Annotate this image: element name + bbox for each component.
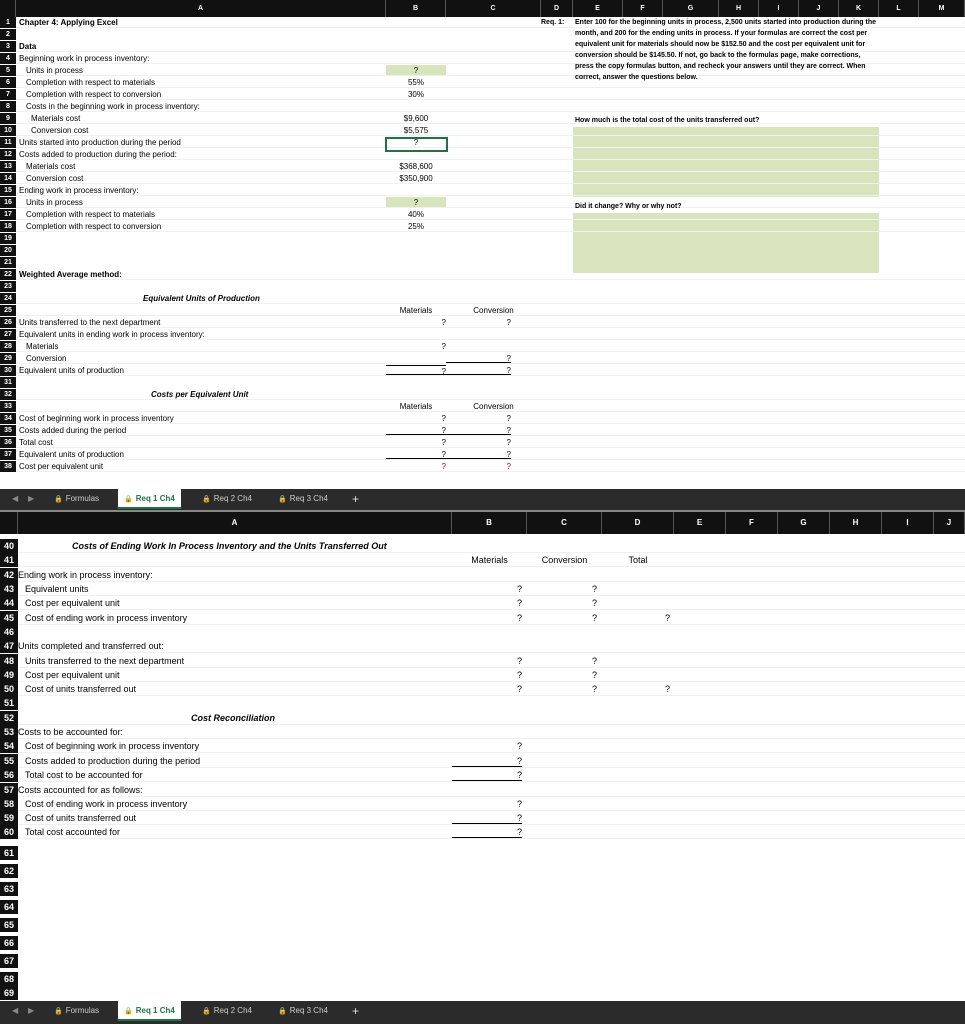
col-header-l[interactable]: L: [879, 0, 919, 17]
col-header-f[interactable]: F: [623, 0, 663, 17]
col-header-c[interactable]: C: [446, 0, 541, 17]
row-header[interactable]: 27: [0, 329, 16, 340]
row-48: [18, 654, 965, 668]
row-header[interactable]: 41: [0, 553, 18, 567]
row-33: [16, 401, 965, 412]
recon-total-accounted[interactable]: ?: [452, 825, 522, 838]
row-header[interactable]: 64: [0, 900, 18, 914]
row-header[interactable]: 56: [0, 768, 18, 782]
eq-prod-mat[interactable]: ?: [386, 365, 446, 375]
row-header[interactable]: 7: [0, 89, 16, 100]
units-transferred-conv[interactable]: ?: [506, 318, 511, 327]
tab-label: Req 3 Ch4: [289, 494, 328, 503]
row-40: [18, 539, 965, 553]
sheet-tab-bar-2: [0, 1001, 965, 1024]
cost-per-eu-mat[interactable]: ?: [441, 462, 446, 471]
row-30: [16, 365, 965, 376]
costs-beg-label: Costs in the beginning work in process inventory:: [26, 102, 200, 111]
row-header[interactable]: 24: [0, 293, 16, 304]
col-header-j[interactable]: J: [934, 512, 965, 534]
cost-transferred-conv[interactable]: ?: [591, 684, 597, 694]
cost-transferred-label-2: Cost of units transferred out: [25, 813, 137, 823]
row-header[interactable]: 37: [0, 449, 16, 460]
row-58: [18, 797, 965, 811]
mat-cost2-value[interactable]: $368,600: [399, 162, 433, 171]
col-header-j[interactable]: J: [799, 0, 839, 17]
tab-label: Req 3 Ch4: [289, 1006, 328, 1015]
col-header-e[interactable]: E: [573, 0, 623, 17]
row-11: [16, 137, 965, 148]
costs-added-conv[interactable]: ?: [446, 425, 511, 435]
row-header[interactable]: 54: [0, 739, 18, 753]
col-header-c[interactable]: C: [527, 512, 602, 534]
eq-end-mat[interactable]: ?: [441, 342, 446, 351]
materials-header: Materials: [399, 306, 433, 315]
row-header[interactable]: 23: [0, 281, 16, 292]
cost-end-wip-label-2: Cost of ending work in process inventory: [25, 799, 188, 809]
eq-prod-conv[interactable]: ?: [446, 365, 511, 375]
tab-label: Req 1 Ch4: [135, 494, 175, 503]
row-25: [16, 305, 965, 316]
col-header-f[interactable]: F: [726, 512, 778, 534]
tab-label: Req 2 Ch4: [213, 1006, 252, 1015]
mat-cost-label: Materials cost: [31, 114, 81, 123]
col-header-h[interactable]: H: [830, 512, 882, 534]
tab-formulas[interactable]: [48, 1001, 105, 1021]
cost-transferred-total[interactable]: ?: [664, 684, 670, 694]
row-header[interactable]: 29: [0, 353, 16, 364]
tab-req1[interactable]: [118, 489, 181, 509]
tab-label: Req 2 Ch4: [213, 494, 252, 503]
row-header[interactable]: 57: [0, 783, 18, 797]
row-32: [16, 389, 965, 400]
cost-beg-wip-label-2: Cost of beginning work in process inventory: [25, 741, 200, 751]
col-header-m[interactable]: M: [919, 0, 965, 17]
lock-icon: 🔒: [124, 496, 133, 503]
row-49: [18, 668, 965, 682]
cost-per-eu-mat-3[interactable]: ?: [516, 670, 522, 680]
select-all-corner-2[interactable]: [0, 512, 18, 534]
bottom-sheet-pane: [0, 512, 965, 1001]
eq-prod2-mat[interactable]: ?: [386, 449, 446, 459]
select-all-corner[interactable]: [0, 0, 16, 17]
col-header-b[interactable]: B: [386, 0, 446, 17]
row-22: [16, 269, 965, 280]
row-54: [18, 739, 965, 753]
row-28: [16, 341, 965, 352]
units-transferred-label: Units transferred to the next department: [19, 318, 161, 327]
total-accounted-label: Total cost accounted for: [25, 827, 121, 837]
cost-transferred-label: Cost of units transferred out: [25, 684, 137, 694]
cost-per-eu-conv-3[interactable]: ?: [591, 670, 597, 680]
row-header[interactable]: 63: [0, 882, 18, 896]
row-header[interactable]: 8: [0, 101, 16, 112]
row-header[interactable]: 58: [0, 797, 18, 811]
row-15: [16, 185, 965, 196]
cost-per-eu-conv[interactable]: ?: [506, 462, 511, 471]
row-header[interactable]: 15: [0, 185, 16, 196]
materials-row-label: Materials: [26, 342, 59, 351]
costs-added-label: Costs added to production during the period:: [19, 150, 177, 159]
units-started-input[interactable]: ?: [413, 138, 419, 147]
col-header-k[interactable]: K: [839, 0, 879, 17]
row-header[interactable]: 14: [0, 173, 16, 184]
col-header-d[interactable]: D: [602, 512, 674, 534]
cpe-title: Costs per Equivalent Unit: [151, 390, 249, 399]
row-header[interactable]: 66: [0, 936, 18, 950]
conversion-header: Conversion: [473, 306, 514, 315]
recon-total-to-account[interactable]: ?: [452, 768, 522, 781]
row-header[interactable]: 55: [0, 754, 18, 768]
row-header[interactable]: 36: [0, 437, 16, 448]
tab-formulas[interactable]: [48, 489, 105, 509]
row-header[interactable]: 52: [0, 711, 18, 725]
row-50: [18, 682, 965, 696]
prev-sheet-icon[interactable]: ◀: [12, 1006, 19, 1015]
row-header[interactable]: 45: [0, 611, 18, 625]
cost-end-wip-total[interactable]: ?: [664, 613, 670, 623]
row-header[interactable]: 32: [0, 389, 16, 400]
eq-units-title: Equivalent Units of Production: [143, 294, 260, 303]
lock-icon: 🔒: [54, 496, 63, 503]
cost-transferred-mat[interactable]: ?: [516, 684, 522, 694]
top-sheet-pane: [0, 0, 965, 489]
col-header-e[interactable]: E: [674, 512, 726, 534]
row-60: [18, 825, 965, 839]
tab-label: Formulas: [65, 1006, 100, 1015]
row-header[interactable]: 49: [0, 668, 18, 682]
mat-cost-value[interactable]: $9,600: [403, 114, 429, 123]
row-header[interactable]: 16: [0, 197, 16, 208]
lock-icon: 🔒: [202, 496, 211, 503]
row-header[interactable]: 28: [0, 341, 16, 352]
row-header[interactable]: 25: [0, 305, 16, 316]
col-header-h[interactable]: H: [719, 0, 759, 17]
row-header[interactable]: 62: [0, 864, 18, 878]
col-header-b[interactable]: B: [452, 512, 527, 534]
conv-cost2-label: Conversion cost: [26, 174, 84, 183]
next-sheet-icon[interactable]: ▶: [28, 494, 35, 503]
row-header[interactable]: 30: [0, 365, 16, 376]
units-in-process2-label: Units in process: [26, 198, 83, 207]
total-cost-conv[interactable]: ?: [506, 438, 511, 447]
row-header[interactable]: 10: [0, 125, 16, 136]
row-59: [18, 811, 965, 825]
row-header[interactable]: 68: [0, 972, 18, 986]
row-18: [16, 221, 965, 232]
total-cost-mat[interactable]: ?: [441, 438, 446, 447]
row-36: [16, 437, 965, 448]
cost-beg-wip-conv[interactable]: ?: [506, 414, 511, 423]
mat-cost2-label: Materials cost: [26, 162, 76, 171]
conv-cost-value[interactable]: $5,575: [403, 126, 429, 135]
row-10: [16, 125, 965, 136]
cost-end-wip-label: Cost of ending work in process inventory: [25, 613, 188, 623]
row-header[interactable]: 9: [0, 113, 16, 124]
col-header-g[interactable]: G: [663, 0, 719, 17]
row-14: [16, 173, 965, 184]
units-started-label: Units started into production during the period: [19, 138, 181, 147]
row-header[interactable]: 43: [0, 582, 18, 596]
total-cost-label: Total cost: [19, 438, 53, 447]
row-header[interactable]: 40: [0, 539, 18, 553]
prev-sheet-icon[interactable]: ◀: [12, 494, 19, 503]
materials-header-3: Materials: [471, 555, 508, 565]
row-37: [16, 449, 965, 460]
row-38: [16, 461, 965, 472]
costs-accounted-label: Costs accounted for as follows:: [18, 785, 143, 795]
question-2: Did it change? Why or why not?: [575, 203, 682, 210]
tab-req2[interactable]: [196, 489, 258, 509]
row-header[interactable]: 48: [0, 654, 18, 668]
row-header[interactable]: 12: [0, 149, 16, 160]
row-header[interactable]: 42: [0, 568, 18, 582]
cost-per-eu-label-2: Cost per equivalent unit: [25, 598, 120, 608]
comp-conv2-value[interactable]: 25%: [407, 222, 424, 231]
row-52: [18, 711, 965, 725]
eq-units-label: Equivalent units: [25, 584, 89, 594]
eq-units-end-label: Equivalent units in ending work in process inventory:: [19, 330, 205, 339]
row-header[interactable]: 4: [0, 53, 16, 64]
row-header[interactable]: 18: [0, 221, 16, 232]
row-47: [18, 639, 965, 653]
add-sheet-button[interactable]: +: [352, 1004, 360, 1018]
eq-units-prod2-label: Equivalent units of production: [19, 450, 124, 459]
row-header[interactable]: 53: [0, 725, 18, 739]
comp-mat2-label: Completion with respect to materials: [26, 210, 155, 219]
beg-wip-label: Beginning work in process inventory:: [19, 54, 150, 63]
tab-label: Formulas: [65, 494, 100, 503]
row-56: [18, 768, 965, 782]
conversion-header-3: Conversion: [541, 555, 588, 565]
row-header[interactable]: 5: [0, 65, 16, 76]
col-header-a[interactable]: A: [16, 0, 386, 17]
eq-end-conv[interactable]: ?: [446, 353, 511, 363]
units-in-process-input[interactable]: ?: [386, 65, 446, 75]
wa-method-label: Weighted Average method:: [19, 270, 122, 279]
costs-to-account-label: Costs to be accounted for:: [18, 727, 124, 737]
comp-conv-label: Completion with respect to conversion: [26, 90, 162, 99]
cost-end-wip-mat[interactable]: ?: [516, 613, 522, 623]
cost-beg-wip-mat[interactable]: ?: [441, 414, 446, 423]
row-header[interactable]: 2: [0, 29, 16, 40]
tab-req3[interactable]: [272, 1001, 334, 1021]
row-44: [18, 596, 965, 610]
row-header[interactable]: 22: [0, 269, 16, 280]
row-header[interactable]: 3: [0, 41, 16, 52]
tab-req1[interactable]: [118, 1001, 181, 1021]
recon-transferred[interactable]: ?: [452, 811, 522, 824]
units-in-process2-input[interactable]: ?: [386, 197, 446, 207]
row-13: [16, 161, 965, 172]
row-57: [18, 783, 965, 797]
data-label: Data: [19, 42, 37, 51]
row-header[interactable]: 44: [0, 596, 18, 610]
row-header[interactable]: 67: [0, 954, 18, 968]
col-header-g[interactable]: G: [778, 512, 830, 534]
tab-req3[interactable]: [272, 489, 334, 509]
row-55: [18, 754, 965, 768]
row-header[interactable]: 17: [0, 209, 16, 220]
end-wip-label: Ending work in process inventory:: [19, 186, 139, 195]
sheet-title: Chapter 4: Applying Excel: [19, 18, 118, 27]
conv-cost2-value[interactable]: $350,900: [399, 174, 433, 183]
costs-added-label-2: Costs added to production during the period: [25, 756, 201, 766]
row-header[interactable]: 33: [0, 401, 16, 412]
units-transferred-conv-2[interactable]: ?: [591, 656, 597, 666]
comp-conv2-label: Completion with respect to conversion: [26, 222, 162, 231]
units-completed-label: Units completed and transferred out:: [18, 641, 164, 651]
row-42: [18, 568, 965, 582]
units-transferred-mat-2[interactable]: ?: [516, 656, 522, 666]
materials-header-2: Materials: [399, 402, 433, 411]
row-header[interactable]: 60: [0, 825, 18, 839]
row-27: [16, 329, 965, 340]
row-header[interactable]: 46: [0, 625, 18, 639]
eq-prod2-conv[interactable]: ?: [446, 449, 511, 459]
row-header[interactable]: 11: [0, 137, 16, 148]
row-header[interactable]: 34: [0, 413, 16, 424]
cost-per-eu-mat-2[interactable]: ?: [516, 598, 522, 608]
add-sheet-button[interactable]: +: [352, 492, 360, 506]
col-header-i[interactable]: I: [759, 0, 799, 17]
eq-units-prod-label: Equivalent units of production: [19, 366, 124, 375]
reconciliation-title: Cost Reconciliation: [191, 713, 276, 723]
row-header[interactable]: 47: [0, 639, 18, 653]
conversion-header-2: Conversion: [473, 402, 514, 411]
lock-icon: 🔒: [54, 1008, 63, 1015]
row-header[interactable]: 65: [0, 918, 18, 932]
col-header-i[interactable]: I: [882, 512, 934, 534]
conversion-row-label: Conversion: [26, 354, 67, 363]
lock-icon: 🔒: [202, 1008, 211, 1015]
row-header[interactable]: 35: [0, 425, 16, 436]
comp-mat-value[interactable]: 55%: [407, 78, 424, 87]
conv-cost-label: Conversion cost: [31, 126, 89, 135]
comp-mat2-value[interactable]: 40%: [407, 210, 424, 219]
row-41: [18, 553, 965, 567]
total-to-account-label: Total cost to be accounted for: [25, 770, 143, 780]
col-header-d[interactable]: D: [541, 0, 573, 17]
cost-per-eu-conv-2[interactable]: ?: [591, 598, 597, 608]
lock-icon: 🔒: [278, 496, 287, 503]
row-7: [16, 89, 965, 100]
comp-conv-value[interactable]: 30%: [407, 90, 424, 99]
eq-units-conv[interactable]: ?: [591, 584, 597, 594]
row-43: [18, 582, 965, 596]
row-45: [18, 611, 965, 625]
row-8: [16, 101, 965, 112]
cost-beg-wip-label: Cost of beginning work in process inventory: [19, 414, 174, 423]
costs-added-mat[interactable]: ?: [386, 425, 446, 435]
row-header[interactable]: 1: [0, 17, 16, 28]
row-12: [16, 149, 965, 160]
row-34: [16, 413, 965, 424]
req1-instructions: Enter 100 for the beginning units in process, 2,500 units started into production during the month, and 200 for the ending units in process. If your formulas are correct the cost per equivalent unit for materials should now be $152.50 and the cost per equivalent unit for conversion should be $145.50. If not, go back to the formulas page, make corrections, press the copy formulas button, and recheck your answers until they are correct. When correct, answer the questions below.: [575, 19, 877, 81]
row-header[interactable]: 69: [0, 986, 18, 1000]
recon-costs-added[interactable]: ?: [452, 754, 522, 767]
row-header[interactable]: 13: [0, 161, 16, 172]
total-header: Total: [628, 555, 648, 565]
row-24: [16, 293, 965, 304]
req1-label: Req. 1:: [541, 19, 565, 26]
row-26: [16, 317, 965, 328]
end-wip-label-2: Ending work in process inventory:: [18, 570, 153, 580]
row-header[interactable]: 26: [0, 317, 16, 328]
tab-req2[interactable]: [196, 1001, 258, 1021]
row-header[interactable]: 21: [0, 257, 16, 268]
next-sheet-icon[interactable]: ▶: [28, 1006, 35, 1015]
units-in-process-label: Units in process: [26, 66, 83, 75]
row-35: [16, 425, 965, 436]
eq-units-mat[interactable]: ?: [516, 584, 522, 594]
row-header[interactable]: 38: [0, 461, 16, 472]
row-53: [18, 725, 965, 739]
recon-end-wip[interactable]: ?: [516, 799, 522, 809]
lock-icon: 🔒: [278, 1008, 287, 1015]
cost-per-eu-label-3: Cost per equivalent unit: [25, 670, 120, 680]
recon-beg-wip[interactable]: ?: [516, 741, 522, 751]
col-header-a[interactable]: A: [18, 512, 452, 534]
row-header[interactable]: 61: [0, 846, 18, 860]
row-header[interactable]: 59: [0, 811, 18, 825]
lock-icon: 🔒: [124, 1008, 133, 1015]
units-transferred-mat[interactable]: ?: [441, 318, 446, 327]
row-29: [16, 353, 965, 364]
cost-end-wip-conv[interactable]: ?: [591, 613, 597, 623]
ending-title: Costs of Ending Work In Process Inventory and the Units Transferred Out: [72, 541, 387, 551]
row-header[interactable]: 19: [0, 233, 16, 244]
cost-per-eu-label: Cost per equivalent unit: [19, 462, 104, 471]
row-header[interactable]: 31: [0, 377, 16, 388]
question-1: How much is the total cost of the units transferred out?: [575, 117, 760, 124]
row-header[interactable]: 51: [0, 696, 18, 710]
comp-mat-label: Completion with respect to materials: [26, 78, 155, 87]
row-header[interactable]: 20: [0, 245, 16, 256]
costs-added-period-label: Costs added during the period: [19, 426, 127, 435]
sheet-tab-bar: [0, 489, 965, 512]
units-transferred-label-2: Units transferred to the next department: [25, 656, 185, 666]
tab-label: Req 1 Ch4: [135, 1006, 175, 1015]
row-header[interactable]: 50: [0, 682, 18, 696]
row-header[interactable]: 6: [0, 77, 16, 88]
